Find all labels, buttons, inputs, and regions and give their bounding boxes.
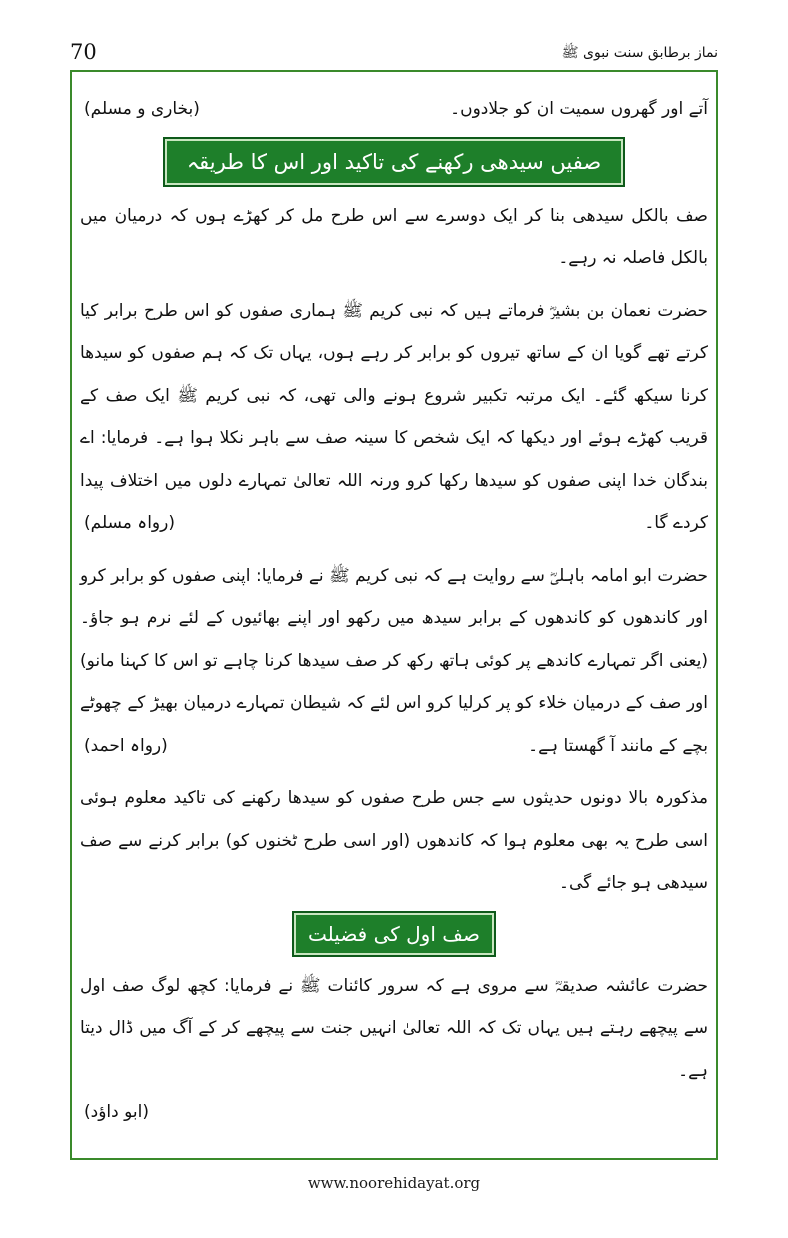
paragraph-3 [80, 555, 708, 768]
paragraph-5: حضرت عائشہ صدیقہؓ سے مروی ہے کہ سرور کائنات ﷺ نے فرمایا: کچھ لوگ صف اول سے پیچھے رہتے ہیں یہاں تک کہ اللہ تعالیٰ انہیں جنت سے پیچھے کر کے آگ میں ڈال دیتا ہے۔ [80, 975, 708, 1081]
section-heading-first-row: صف اول کی فضیلت [292, 911, 496, 957]
intro-reference: (بخاری و مسلم) [84, 99, 200, 119]
page-content [80, 88, 708, 1150]
footer-url: www.noorehidayat.org [307, 1174, 481, 1192]
paragraph-1: صف بالکل سیدھی بنا کر ایک دوسرے سے اس طرح مل کر کھڑے ہوں کہ درمیان میں بالکل فاصلہ نہ رہے۔ [80, 205, 708, 268]
paragraph-4: مذکورہ بالا دونوں حدیثوں سے جس طرح صفوں کو سیدھا رکھنے کی تاکید معلوم ہوئی اسی طرح یہ بھی معلوم ہوا کہ کاندھوں (اور اسی طرح ٹخنوں کو) برابر کرنے سے صف سیدھی ہو جائے گی۔ [80, 788, 708, 893]
paragraph-2 [80, 290, 708, 545]
paragraph-5-reference: (ابو داؤد) [84, 1102, 149, 1122]
book-title: نماز برطابق سنت نبوی ﷺ [561, 45, 718, 61]
paragraph-3-reference: (رواہ احمد) [84, 735, 168, 756]
paragraph-3-text: حضرت ابو امامہ باہلیؓ سے روایت ہے کہ نبی کریم ﷺ نے فرمایا: اپنی صفوں کو برابر کرو اور کاندھوں کو کاندھوں کے برابر سیدھ میں رکھو اور اپنے بھائیوں کے لئے نرم ہو جاؤ۔ (یعنی اگر تمہارے کاندھے پر کوئی ہاتھ رکھ کر صف سیدھا کرنا چاہے تو اس کا کہنا مانو) اور صف کے درمیان خلاء کو پر کرلیا کرو اس لئے کہ شیطان تمہارے درمیان بھیڑ کے چھوٹے بچے کے مانند آ گھستا ہے۔ [80, 565, 708, 756]
page-frame [70, 70, 718, 1160]
section-heading-straight-rows: صفیں سیدھی رکھنے کی تاکید اور اس کا طریقہ [163, 137, 625, 187]
paragraph-2-text: حضرت نعمان بن بشیرؓ فرماتے ہیں کہ نبی کریم ﷺ ہماری صفوں کو اس طرح برابر کیا کرتے تھے گویا ان کے ساتھ تیروں کو برابر کر رہے ہوں، یہاں تک کہ ہم صفوں کو سیدھا کرنا سیکھ گئے۔ ایک مرتبہ تکبیر شروع ہونے والی تھی، کہ نبی کریم ﷺ ایک صف کے قریب کھڑے ہوئے اور دیکھا کہ ایک شخص کا سینہ صف سے باہر نکلا ہوا ہے۔ فرمایا: اے بندگان خدا اپنی صفوں کو سیدھا رکھا کرو ورنہ اللہ تعالیٰ تمہارے دلوں میں اختلاف پیدا کردے گا۔ [80, 300, 708, 533]
paragraph-2-reference: (رواہ مسلم) [84, 513, 175, 533]
page-number: 70 [70, 40, 97, 64]
intro-text: آتے اور گھروں سمیت ان کو جلادوں۔ [450, 99, 708, 119]
intro-line [80, 88, 708, 131]
heading1-wrap [80, 137, 708, 187]
heading2-wrap [80, 911, 708, 957]
page-header [70, 40, 718, 68]
